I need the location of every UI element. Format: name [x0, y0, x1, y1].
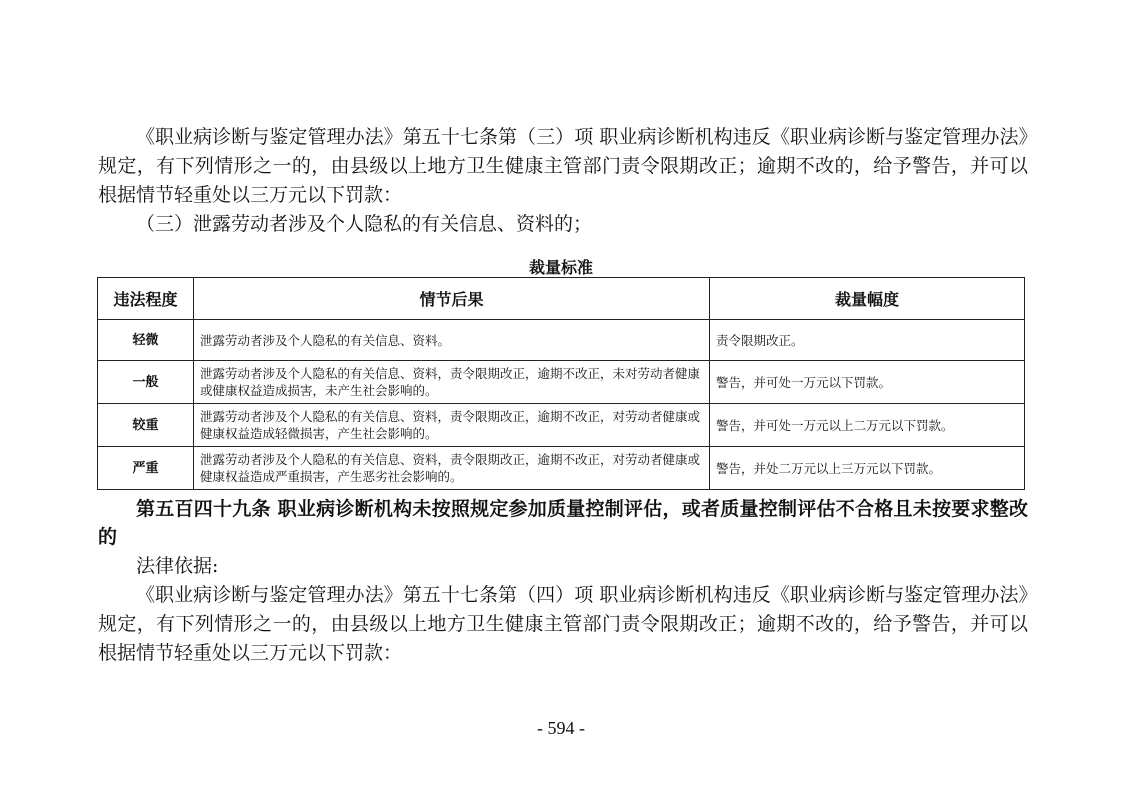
- legal-basis-label: 法律依据:: [136, 555, 219, 577]
- row-penalty: 警告，并可处一万元以上二万元以下罚款。: [710, 404, 1025, 447]
- article-paragraph: 《职业病诊断与鉴定管理办法》第五十七条第（四）项 职业病诊断机构违反《职业病诊断与鉴定管理办法》规定，有下列情形之一的，由县级以上地方卫生健康主管部门责令限期改正；逾期不改的，给予警告，并可以根据情节轻重处以三万元以下罚款：: [98, 584, 1028, 664]
- header-violation-degree: 违法程度: [98, 278, 194, 320]
- row-penalty: 责令限期改正。: [710, 320, 1025, 361]
- header-penalty-range: 裁量幅度: [710, 278, 1025, 320]
- article-heading: 第五百四十九条 职业病诊断机构未按照规定参加质量控制评估，或者质量控制评估不合格且未按要求整改的: [98, 498, 1028, 548]
- row-penalty: 警告，并可处一万元以下罚款。: [710, 361, 1025, 404]
- table-row: [98, 320, 1025, 361]
- table-row: [98, 447, 1025, 490]
- table-title: 裁量标准: [528, 258, 593, 277]
- header-circumstances: 情节后果: [194, 278, 710, 320]
- row-consequence: 泄露劳动者涉及个人隐私的有关信息、资料，责令限期改正，逾期不改正，对劳动者健康或健康权益造成轻微损害，产生社会影响的。: [194, 404, 710, 447]
- row-level: 一般: [98, 361, 194, 404]
- row-consequence: 泄露劳动者涉及个人隐私的有关信息、资料，责令限期改正，逾期不改正，对劳动者健康或健康权益造成严重损害，产生恶劣社会影响的。: [194, 447, 710, 490]
- table-row: [98, 404, 1025, 447]
- row-consequence: 泄露劳动者涉及个人隐私的有关信息、资料，责令限期改正，逾期不改正，未对劳动者健康或健康权益造成损害，未产生社会影响的。: [194, 361, 710, 404]
- intro-item-3: （三）泄露劳动者涉及个人隐私的有关信息、资料的；: [136, 213, 593, 235]
- row-consequence: 泄露劳动者涉及个人隐私的有关信息、资料。: [194, 320, 710, 361]
- discretion-standard-table: [97, 277, 1025, 490]
- table-header-row: [98, 278, 1025, 320]
- row-penalty: 警告，并处二万元以上三万元以下罚款。: [710, 447, 1025, 490]
- row-level: 轻微: [98, 320, 194, 361]
- table-row: [98, 361, 1025, 404]
- intro-paragraph: 《职业病诊断与鉴定管理办法》第五十七条第（三）项 职业病诊断机构违反《职业病诊断与鉴定管理办法》规定，有下列情形之一的，由县级以上地方卫生健康主管部门责令限期改正；逾期不改的，给予警告，并可以根据情节轻重处以三万元以下罚款：: [98, 126, 1028, 206]
- row-level: 较重: [98, 404, 194, 447]
- row-level: 严重: [98, 447, 194, 490]
- page-number: - 594 -: [537, 718, 585, 738]
